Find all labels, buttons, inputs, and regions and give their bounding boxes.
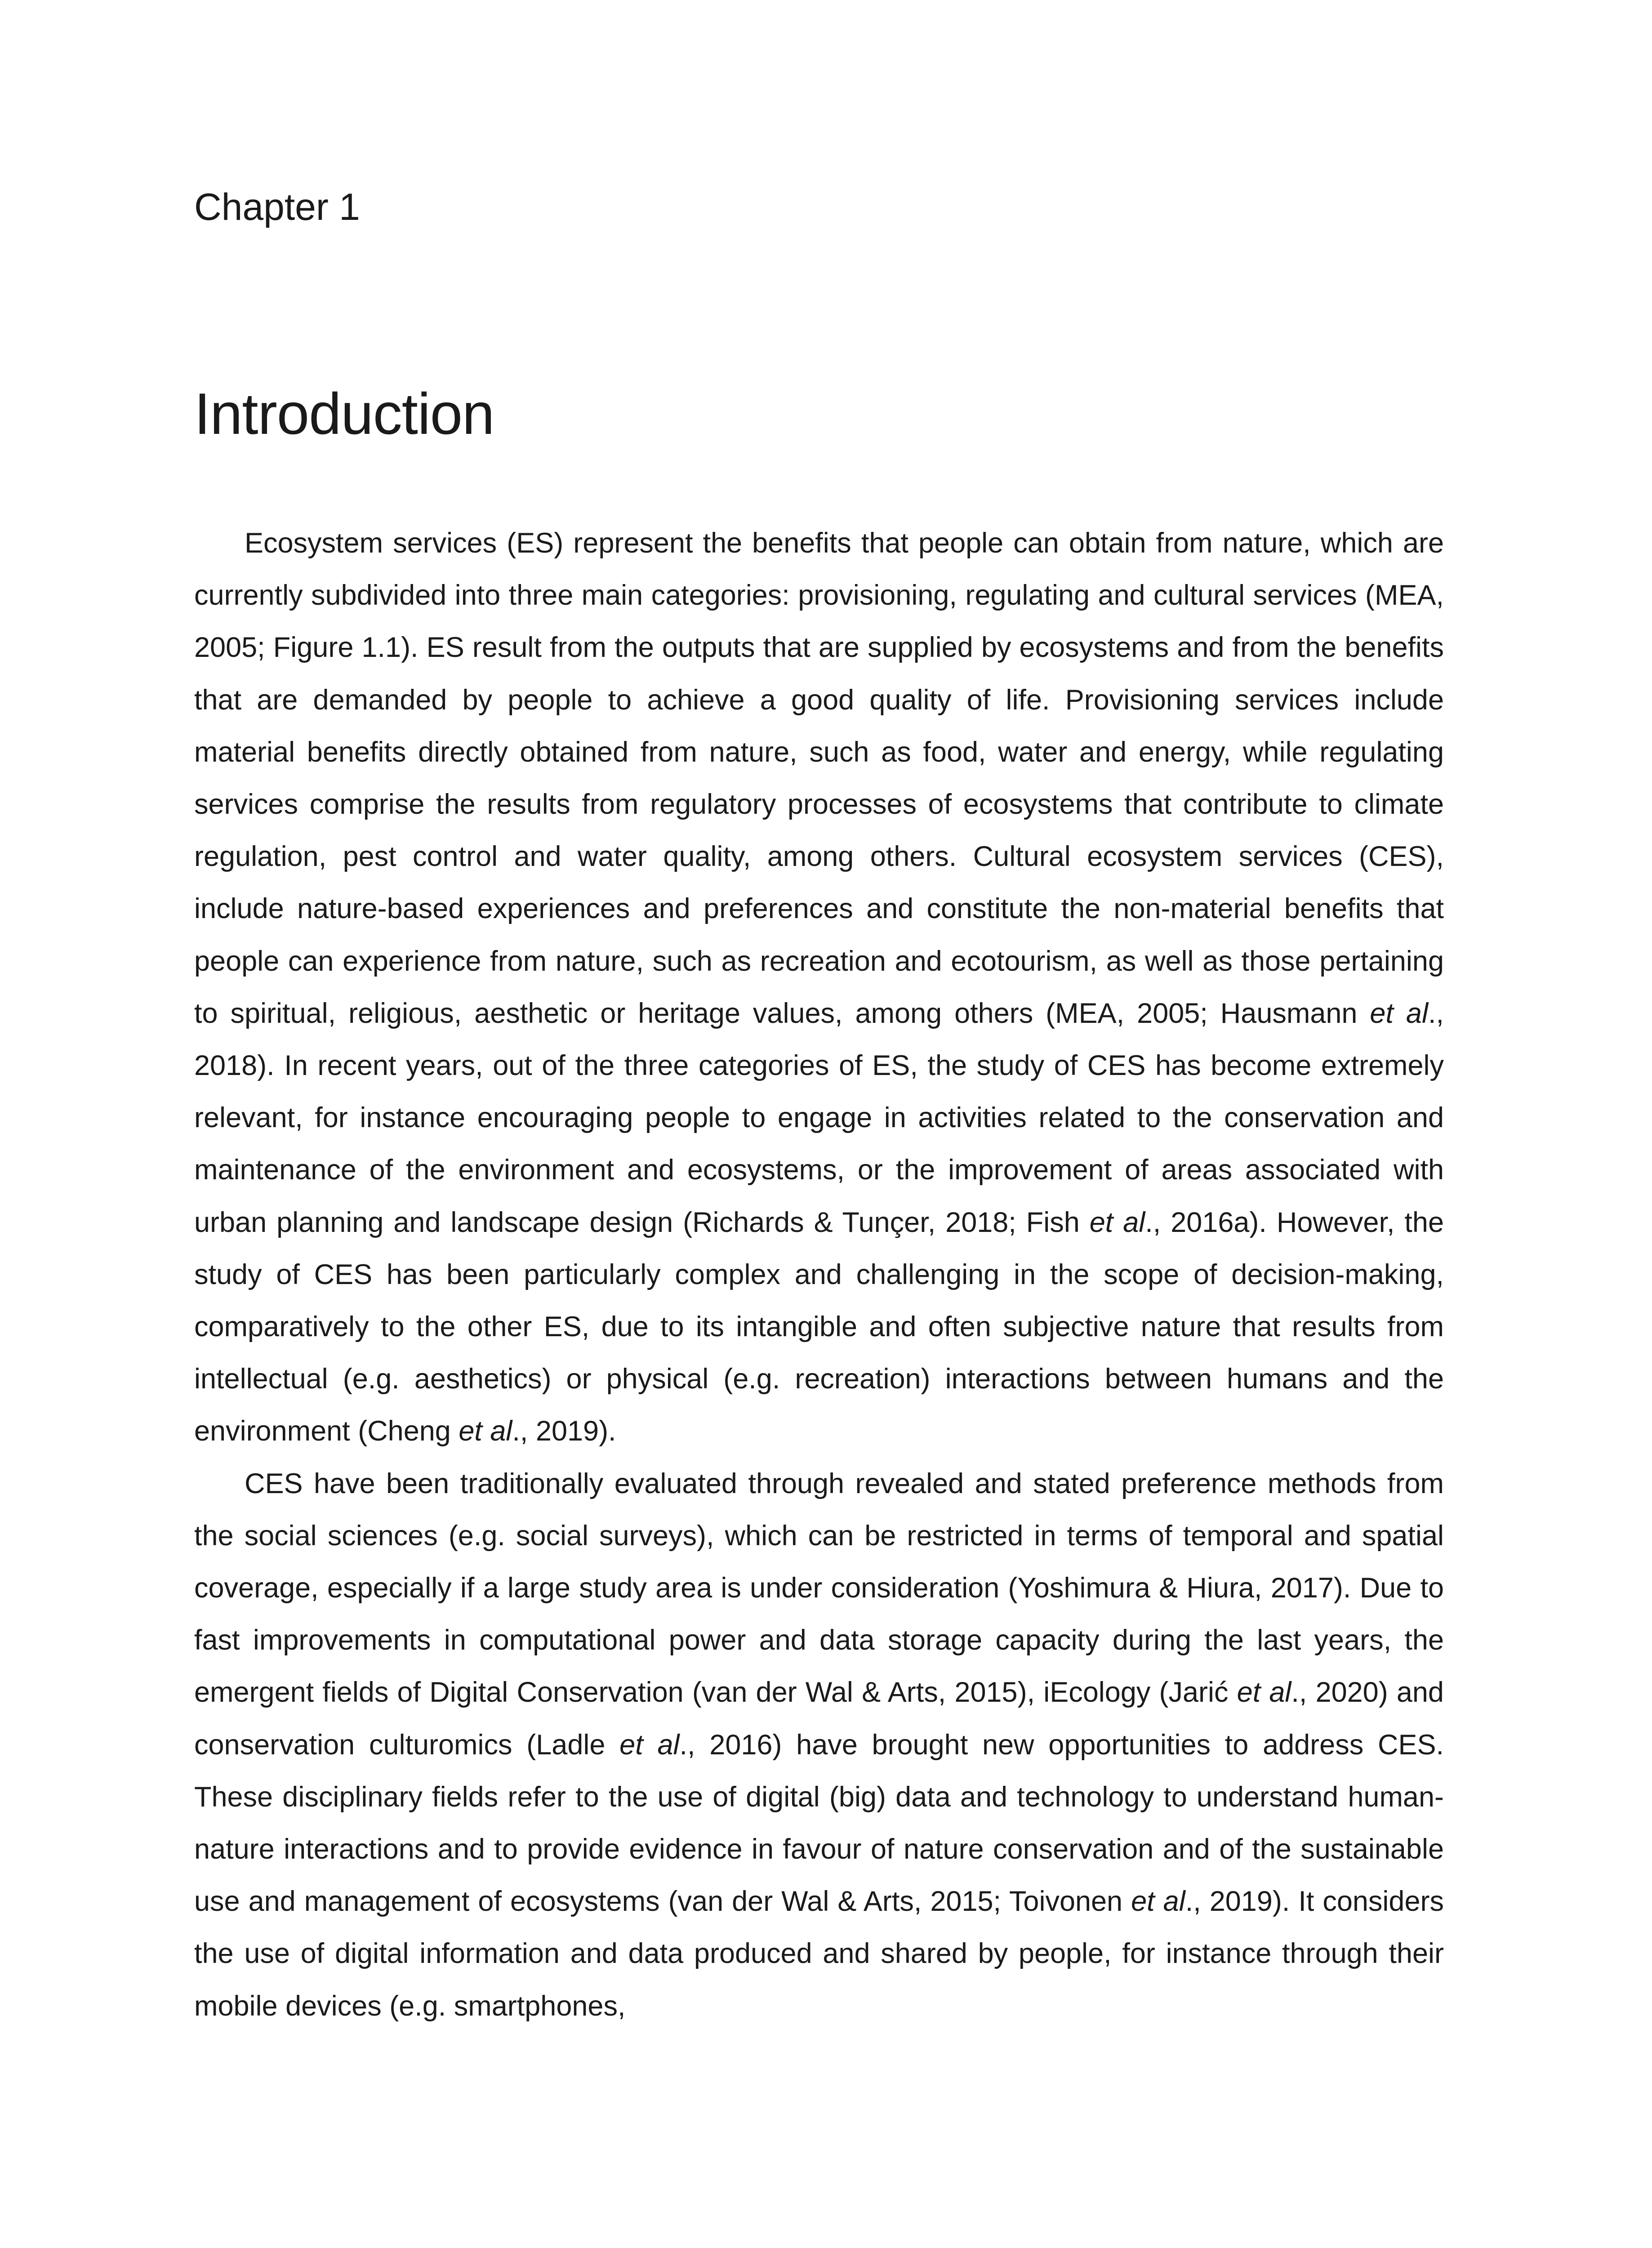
paragraph-2 xyxy=(194,1458,1444,2032)
text-run-italic: et al xyxy=(1237,1677,1291,1708)
text-run: Ecosystem services (ES) represent the benefits that people can obtain from nature, which are currently subdivided into three main categories: provisioning, regulating and cultural services (MEA, 2005; Figure 1.1). ES result from the outputs that are supplied by ecosystems and from the benefits that are demanded by people to achieve a good quality of life. Provisioning services include material benefits directly obtained from nature, such as food, water and energy, while regulating services comprise the results from regulatory processes of ecosystems that contribute to climate regulation, pest control and water quality, among others. Cultural ecosystem services (CES), include nature-based experiences and preferences and constitute the non-material benefits that people can experience from nature, such as recreation and ecotourism, as well as those pertaining to spiritual, religious, aesthetic or heritage values, among others (MEA, 2005; Hausmann xyxy=(194,527,1444,1029)
text-run-italic: et al xyxy=(619,1729,680,1761)
text-run-italic: et al xyxy=(1131,1886,1185,1918)
text-run-italic: et al xyxy=(1370,997,1428,1029)
text-run: ., 2020) and conservation culturomics (Ladle xyxy=(194,1677,1444,1761)
text-run: ., 2018). In recent years, out of the three categories of ES, the study of CES has become extremely relevant, for instance encouraging people to engage in activities related to the conservation and maintenance of the environment and ecosystems, or the improvement of areas associated with urban planning and landscape design (Richards & Tunçer, 2018; Fish xyxy=(194,997,1444,1238)
text-run: ., 2016) have brought new opportunities to address CES. These disciplinary fields refer to the use of digital (big) data and technology to understand human-nature interactions and to provide evidence in favour of nature conservation and of the sustainable use and management of ecosystems (van der Wal & Arts, 2015; Toivonen xyxy=(194,1729,1444,1918)
text-run: ., 2019). It considers the use of digital information and data produced and shared by people, for instance through their mobile devices (e.g. smartphones, xyxy=(194,1886,1444,2022)
chapter-label: Chapter 1 xyxy=(194,186,360,228)
text-run: ., 2016a). However, the study of CES has been particularly complex and challenging in the scope of decision-making, comparatively to the other ES, due to its intangible and often subjective nature that results from intellectual (e.g. aesthetics) or physical (e.g. recreation) interactions between humans and the environment (Cheng xyxy=(194,1206,1444,1447)
text-run: CES have been traditionally evaluated through revealed and stated preference methods from the social sciences (e.g. social surveys), which can be restricted in terms of temporal and spatial coverage, especially if a large study area is under consideration (Yoshimura & Hiura, 2017). Due to fast improvements in computational power and data storage capacity during the last years, the emergent fields of Digital Conservation (van der Wal & Arts, 2015), iEcology (Jarić xyxy=(194,1467,1444,1708)
chapter-title: Introduction xyxy=(194,381,494,446)
text-run-italic: et al xyxy=(459,1415,512,1447)
body-text xyxy=(194,517,1444,2032)
text-run: ., 2019). xyxy=(512,1415,616,1447)
text-run-italic: et al xyxy=(1089,1206,1145,1238)
paragraph-1 xyxy=(194,517,1444,1458)
